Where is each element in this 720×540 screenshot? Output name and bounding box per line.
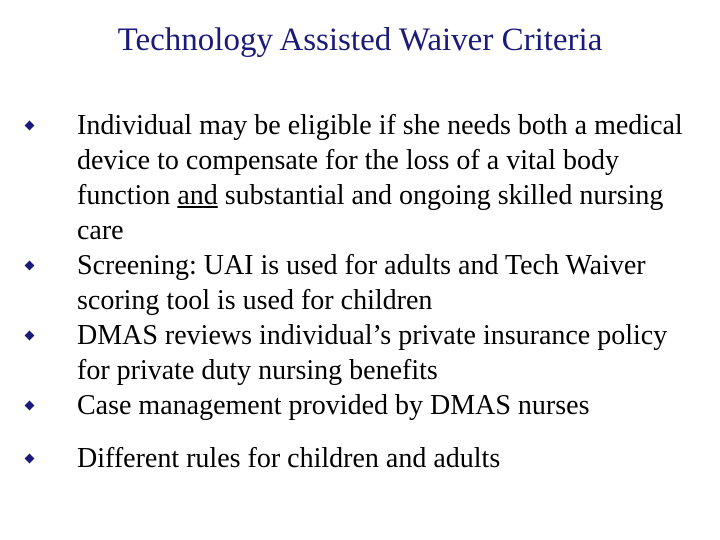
diamond-bullet-icon [25,261,35,271]
bullet-item-dmas-review [22,318,702,388]
bullet-item-eligibility [22,108,702,248]
diamond-bullet-icon [25,121,35,131]
bullet-text: substantial and ongoing skilled nursing care [77,180,664,246]
slide-title: Technology Assisted Waiver Criteria [117,22,603,58]
bullet-list [22,108,702,476]
diamond-bullet-icon [25,331,35,341]
bullet-text: Screening: UAI is used for adults and Tech Waiver scoring tool is used for children [77,250,646,316]
bullet-item-different-rules [22,441,702,476]
bullet-text: Case management provided by DMAS nurses [77,390,590,421]
bullet-item-screening [22,248,702,318]
diamond-bullet-icon [25,454,35,464]
bullet-item-case-management [22,388,702,423]
diamond-bullet-icon [25,401,35,411]
bullet-text: DMAS reviews individual’s private insurance policy for private duty nursing benefits [77,320,668,386]
underlined-word: and [177,180,218,211]
bullet-text: Different rules for children and adults [77,443,501,474]
bullet-text: Individual may be eligible if she needs both a medical device to compensate for the loss of a vital body function [77,110,683,211]
